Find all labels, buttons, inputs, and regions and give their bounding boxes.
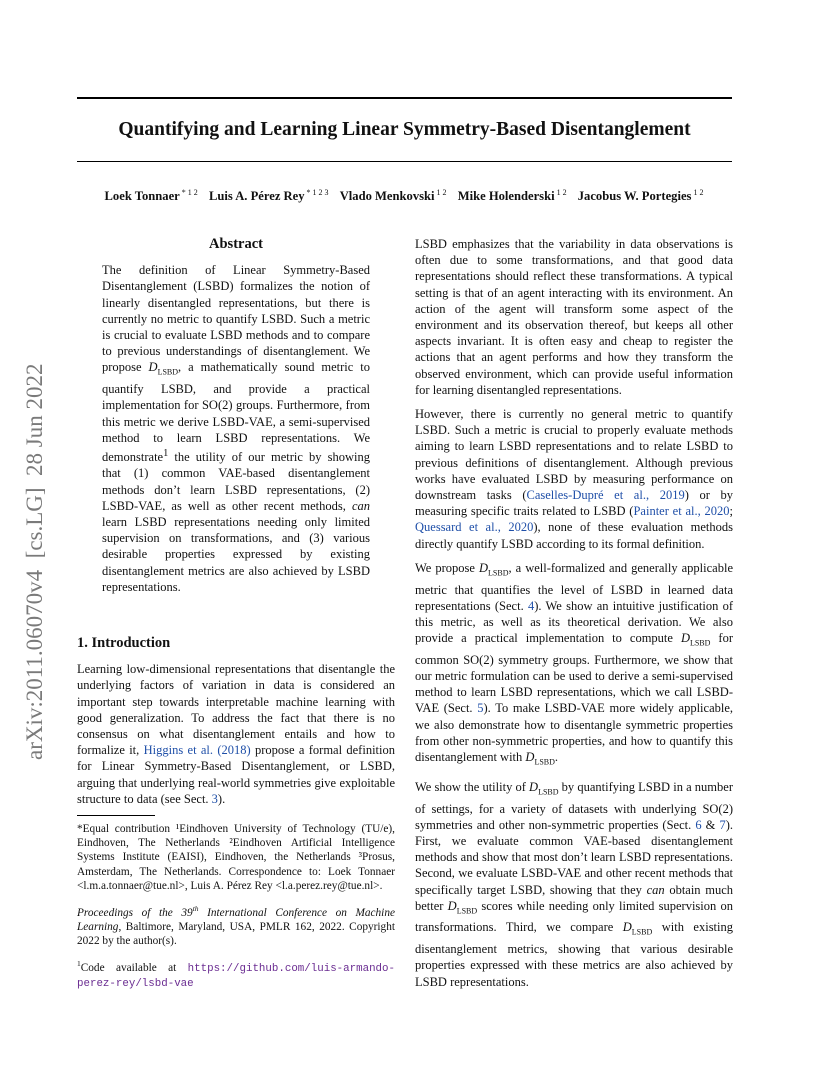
abstract-text: The definition of Linear Symmetry-Based Disentanglement (LSBD) formalizes the notion of linearly disentangled representations, but there is currently no metric to quantify LSBD. Such a metric is crucial to evaluate LSBD methods and to compare to previous understandings of disentanglement. We propose [102, 263, 370, 375]
citation-link[interactable]: Quessard et al., 2020 [415, 520, 534, 535]
code-url-link[interactable]: https://github.com/luis-armando-perez-rey/lsbd-vae [77, 963, 395, 991]
body-text: ) or by measuring specific traits related to LSBD ( [415, 488, 734, 519]
code-footnote [77, 957, 395, 991]
math-d: D [478, 560, 489, 575]
dlsbd-symbol [525, 750, 555, 767]
body-text: Learning low-dimensional representations that disentangle the underlying factors of variation in data is considered an important step towards interpretable machine learning with good generalization. To address the fact that there is no consensus on what disentanglement entails and how to formalize it, [77, 662, 395, 758]
body-text: scores while needing only limited supervision on transformations. Third, we compare [415, 898, 733, 935]
affiliation-footnote: *Equal contribution ¹Eindhoven University of Technology (TU/e), Eindhoven, The Netherlands ²Eindhoven Artificial Intelligence Systems Institute (EAISI), Eindhoven, the Netherlands ³Prosus, Amsterdam, The Netherlands. Correspondence to: Loek Tonnaer <l.m.a.tonnaer@tue.nl>, Luis A. Pérez Rey <l.a.perez.rey@tue.nl>. [77, 822, 395, 892]
citation-link[interactable]: Painter et al., 2020 [633, 504, 730, 519]
body-text: & [701, 817, 720, 832]
author-name: Jacobus W. Portegies [577, 189, 692, 203]
dlsbd-symbol [447, 898, 478, 916]
body-paragraph [415, 779, 733, 990]
left-column [77, 236, 395, 1001]
math-d: D [525, 750, 535, 765]
math-sub: LSBD [456, 906, 478, 916]
body-text: ). To make LSBD-VAE more widely applicable, we also demonstrate how to disentangle symmetric properties from other non-symmetric properties, and how to quantify this disentanglement with [415, 701, 734, 765]
math-d: D [447, 898, 457, 913]
dlsbd-symbol [529, 779, 559, 797]
body-paragraph: LSBD emphasizes that the variability in data observations is often due to some transformations, and that good data representations should reflect these transformations. A typical setting is that of an agent interacting with its environment. An action of the agent will transform some aspect of the environment and its observation thereof, but keeps all other aspects invariant. It is often easy and cheap to register the actions that an agent performs and how they transform the observed environment, which can provide useful information for learning disentangled representations. [415, 237, 733, 397]
author [578, 189, 704, 203]
footnote-marker: 1 [77, 959, 81, 969]
body-text: ). [217, 791, 226, 806]
dlsbd-symbol [680, 631, 711, 648]
proceedings-text: Proceedings of the 39 [77, 906, 193, 919]
proceedings-text: , Baltimore, Maryland, USA, PMLR 162, 2022. Copyright 2022 by the author(s). [77, 920, 395, 948]
body-text: ), none of these evaluation methods directly quantify LSBD according to its formal definition. [415, 520, 733, 551]
citation-link[interactable]: Higgins et al. (2018) [143, 743, 251, 758]
abstract-body [102, 262, 370, 595]
author-affiliation: * 1 2 [181, 187, 198, 197]
introduction-heading: 1. Introduction [77, 634, 171, 651]
math-d: D [680, 631, 690, 646]
author [340, 189, 447, 203]
author [458, 189, 567, 203]
section-ref-link[interactable]: 4 [527, 598, 535, 613]
math-sub: LSBD [538, 787, 559, 797]
body-text: ). First, we evaluate common VAE-based disentanglement methods and show that most don’t learn LSBD representations. Second, we evaluate LSBD-VAE and other recent methods that specifically target LSBD, showing that they [415, 817, 733, 897]
author-affiliation: 1 2 [693, 187, 704, 197]
author-affiliation: 1 2 [556, 187, 567, 197]
introduction-paragraph [77, 661, 395, 807]
paper-title: Quantifying and Learning Linear Symmetry-Based Disentanglement [118, 119, 691, 140]
abstract-text: , a mathematically sound metric to quantify LSBD, and provide a practical implementation for SO(2) groups. Furthermore, from this metric we derive LSBD-VAE, a semi-supervised method to learn LSBD representations. We demonstrate [102, 360, 370, 465]
math-d: D [148, 360, 158, 375]
body-text: ). We show an intuitive justification of this metric, as well as its theoretical derivation. We also provide a practical implementation to compute [415, 598, 733, 646]
section-ref-link[interactable]: 5 [477, 701, 484, 716]
body-text: . [554, 750, 559, 765]
proceedings-footnote [77, 902, 395, 948]
body-text: by quantifying LSBD in a number of settings, for a variety of datasets with underlying SO(2) symmetries and other non-symmetric properties (Sect. [415, 779, 733, 832]
abstract-text: the utility of our metric by showing that (1) common VAE-based disentanglement methods don’t learn LSBD representations, (2) LSBD-VAE, as well as other recent methods, [102, 450, 370, 513]
footnote-marker: 1 [163, 447, 169, 459]
title-rule-top [77, 97, 732, 99]
footnote-rule [77, 815, 155, 816]
author-affiliation: * 1 2 3 [306, 187, 329, 197]
body-text: propose a formal definition for Linear Symmetry-Based Disentanglement, or LSBD, arguing that underlying real-world symmetries give exploitable structure to data (see Sect. [77, 743, 395, 806]
dlsbd-symbol [478, 560, 509, 578]
body-text: for common SO(2) symmetry groups. Furthermore, we show that our metric formulation can be used to derive a semi-supervised method to learn LSBD representations, which we call LSBD-VAE (Sect. [415, 631, 733, 716]
body-text: However, there is currently no general metric to quantify LSBD. Such a metric is crucial to properly evaluate methods aiming to learn LSBD representations and to relate LSBD to previous definitions of disentanglement. Although previous works have evaluated LSBD by measuring performance on downstream tasks ( [415, 407, 733, 503]
author-name: Vlado Menkovski [339, 189, 435, 203]
section-ref-link[interactable]: 6 [695, 817, 702, 832]
arxiv-stamp [16, 290, 50, 760]
body-text: , a well-formalized and generally applicable metric that quantifies the level of LSBD in learned data representations (Sect. [415, 560, 733, 613]
author-list [40, 189, 768, 204]
body-paragraph [415, 406, 733, 552]
author-name: Luis A. Pérez Rey [208, 189, 305, 203]
dlsbd-symbol [622, 920, 653, 937]
author [209, 189, 329, 203]
math-d: D [622, 920, 632, 935]
author-affiliation: 1 2 [436, 187, 447, 197]
body-text: We show the utility of [415, 779, 530, 794]
math-d: D [529, 779, 539, 794]
body-paragraph [415, 560, 733, 771]
proceedings-text: International Conference on Machine Learning [77, 906, 395, 933]
code-text: Code available at [80, 962, 188, 975]
right-column [415, 236, 733, 998]
body-text: obtain much better [415, 882, 733, 913]
section-ref-link[interactable]: 7 [719, 817, 726, 832]
math-sub: LSBD [488, 568, 509, 578]
citation-link[interactable]: Caselles-Dupré et al., 2019 [526, 488, 685, 503]
author [105, 189, 198, 203]
author-name: Loek Tonnaer [104, 189, 180, 203]
math-sub: LSBD [157, 367, 179, 377]
body-text: with existing disentanglement metrics, showing that various desirable properties expressed with these metrics are also achieved by LSBD representations. [415, 920, 734, 989]
ordinal-suffix: th [192, 903, 199, 913]
abstract-emphasis: can [351, 498, 370, 513]
math-sub: LSBD [534, 757, 555, 767]
body-text: We propose [415, 560, 479, 575]
body-text: ; [729, 504, 733, 519]
abstract-heading: Abstract [209, 236, 263, 252]
title-rule-bottom [77, 161, 732, 162]
body-emphasis: can [646, 882, 665, 897]
dlsbd-symbol [148, 360, 179, 377]
abstract-text: learn LSBD representations needing only limited supervision on transformations, and (3) various desirable properties expressed by existing disentanglement metrics are also achieved by LSBD representations. [102, 514, 370, 594]
section-ref-link[interactable]: 3 [211, 791, 218, 806]
math-sub: LSBD [689, 638, 711, 648]
math-sub: LSBD [631, 927, 653, 937]
arxiv-stamp-text: arXiv:2011.06070v4 [cs.LG] 28 Jun 2022 [22, 363, 47, 760]
author-name: Mike Holenderski [457, 189, 555, 203]
